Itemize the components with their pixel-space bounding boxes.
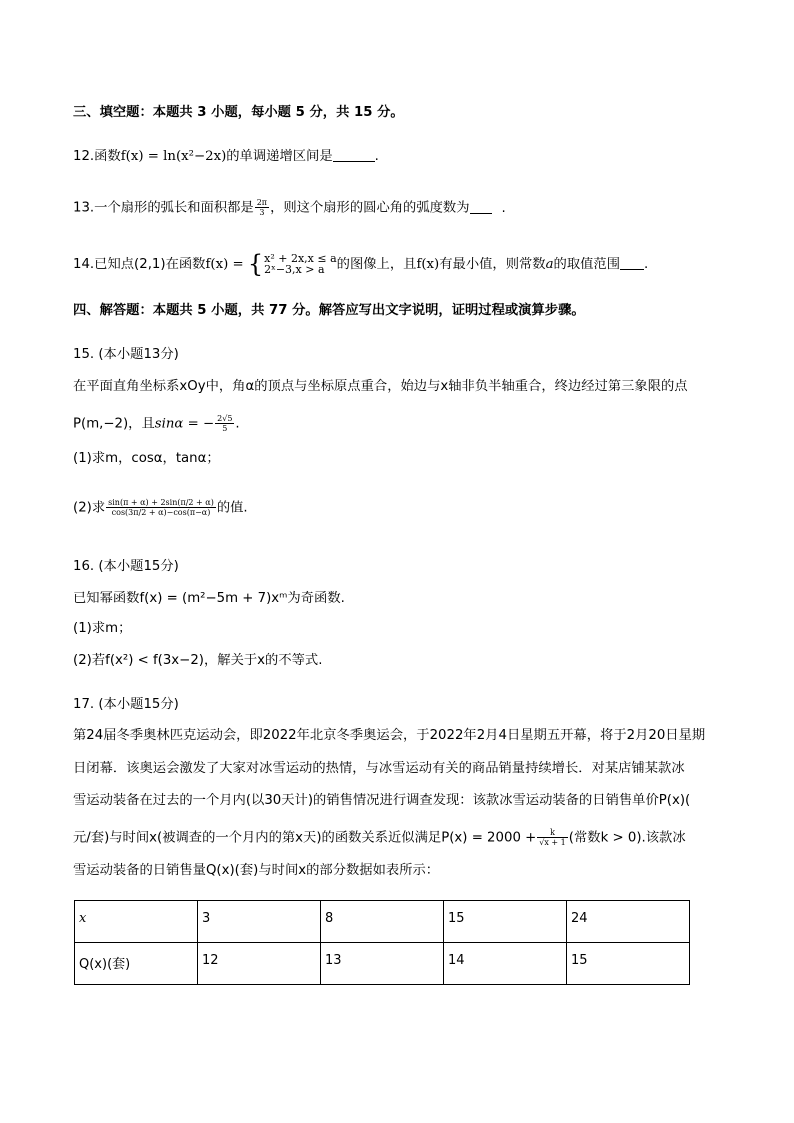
- q15-fraction: [215, 414, 234, 433]
- q15-line-1: 在平面直角坐标系xOy中，角α的顶点与坐标原点重合，始边与x轴非负半轴重合，终边经过第三象限的点: [73, 379, 688, 394]
- q12-text-b: 的单调递增区间是: [226, 149, 333, 164]
- q15-line-2-end: .: [235, 416, 240, 432]
- q15-fraction-numerator: 2√5: [217, 414, 233, 423]
- q17-data-table: [74, 900, 690, 985]
- table-cell: [75, 901, 198, 943]
- q16-heading: 16. (本小题15分): [73, 559, 179, 574]
- q15-fraction-denominator: 5: [222, 424, 228, 433]
- q13-text-a: 一个扇形的弧长和面积都是: [94, 200, 254, 216]
- q15-part-2-a: (2)求: [73, 500, 106, 516]
- q17-fraction-denominator: √x + 1: [539, 838, 566, 847]
- q16-line-1: 已知幂函数f(x) = (m²−5m + 7)xᵐ为奇函数.: [73, 591, 345, 606]
- table-cell: 24: [567, 901, 690, 943]
- table-cell: Q(x)(套): [75, 943, 198, 985]
- q15-part-2-b: 的值.: [216, 500, 248, 516]
- table-cell: 14: [444, 943, 567, 985]
- q17-line-4-a: 元/套)与时间x(被调查的一个月内的第x天)的函数关系近似满足P(x) = 2000 +: [73, 830, 537, 846]
- q13-text-b: ，则这个扇形的圆心角的弧度数为: [270, 200, 470, 216]
- q14-number: 14.: [73, 257, 95, 272]
- q14-text-d: 的取值范围: [553, 257, 621, 272]
- q15-line-2-b: sinα = −: [154, 416, 215, 432]
- q17-line-2: 日闭幕．该奥运会激发了大家对冰雪运动的热情，与冰雪运动有关的商品销量持续增长．对某店铺某款冰: [73, 761, 685, 776]
- table-row: [75, 943, 690, 985]
- q14-end: .: [644, 257, 649, 272]
- table-row: [75, 901, 690, 943]
- q12-end: .: [374, 149, 379, 164]
- q15-part-2: [73, 498, 248, 518]
- q16-part-2: (2)若f(x²) < f(3x−2)，解关于x的不等式.: [73, 653, 323, 668]
- q17-line-4: [73, 828, 686, 848]
- q15-part-1: (1)求m，cosα，tanα；: [73, 451, 220, 466]
- q14-cases: [264, 253, 337, 275]
- q13-fraction-denominator: 3: [259, 208, 265, 217]
- q14-brace: {: [247, 250, 264, 278]
- q13-answer-blank[interactable]: [470, 201, 492, 214]
- question-13: [73, 198, 506, 218]
- q15-line-2-a: P(m,−2)，且: [73, 416, 155, 432]
- q17-line-5: 雪运动装备的日销售量Q(x)(套)与时间x的部分数据如表所示：: [73, 863, 440, 878]
- q14-a: a: [545, 257, 554, 272]
- q17-line-1: 第24届冬季奥林匹克运动会，即2022年北京冬季奥运会，于2022年2月4日星期五开幕，将于2月20日星期: [73, 728, 706, 743]
- q16-part-1: (1)求m；: [73, 621, 132, 636]
- table-header-x: x: [79, 911, 87, 926]
- q14-case-1: x² + 2x,x ≤ a: [264, 252, 337, 265]
- q13-fraction: [255, 198, 269, 217]
- q14-text-a: 已知点(2,1)在函数: [94, 257, 206, 272]
- question-12: [73, 148, 379, 166]
- q13-fraction-numerator: 2π: [256, 198, 268, 207]
- q14-function: f(x) =: [205, 257, 244, 272]
- q17-line-4-b: (常数k > 0).该款冰: [568, 830, 686, 846]
- q14-answer-blank[interactable]: [620, 257, 644, 270]
- q12-expression: f(x) = ln(x²−2x): [120, 149, 227, 164]
- section-3-title: 三、填空题：本题共 3 小题，每小题 5 分，共 15 分。: [73, 105, 404, 120]
- q15-heading: 15. (本小题13分): [73, 347, 179, 362]
- table-cell: 15: [444, 901, 567, 943]
- table-cell: 12: [198, 943, 321, 985]
- q17-fraction-numerator: k: [537, 828, 568, 838]
- section-4-title: 四、解答题：本题共 5 小题，共 77 分。解答应写出文字说明，证明过程或演算步骤。: [73, 303, 585, 318]
- question-14: [73, 252, 648, 276]
- q13-end: .: [501, 200, 506, 216]
- table-cell: 13: [321, 943, 444, 985]
- q13-number: 13.: [73, 200, 95, 216]
- q15-part-2-fraction: [106, 498, 216, 517]
- q15-line-2: [73, 414, 240, 434]
- q12-answer-blank[interactable]: [333, 149, 375, 162]
- q14-fx: f(x): [416, 257, 440, 272]
- table-cell: 3: [198, 901, 321, 943]
- q17-line-3: 雪运动装备在过去的一个月内(以30天计)的销售情况进行调查发现：该款冰雪运动装备的日销售单价P(x)(: [73, 793, 691, 808]
- q15-part-2-numerator: sin(π + α) + 2sin(π/2 + α): [108, 498, 214, 507]
- q15-part-2-denominator: cos(3π/2 + α)−cos(π−α): [111, 508, 211, 517]
- q14-case-2: 2ˣ−3,x > a: [264, 263, 325, 276]
- q17-fraction: [537, 828, 568, 847]
- q12-number: 12.: [73, 149, 95, 164]
- q14-text-b: 的图像上，且: [336, 257, 417, 272]
- table-cell: 8: [321, 901, 444, 943]
- q14-text-c: 有最小值，则常数: [439, 257, 546, 272]
- q12-text-a: 函数: [94, 149, 121, 164]
- q17-heading: 17. (本小题15分): [73, 697, 179, 712]
- table-cell: 15: [567, 943, 690, 985]
